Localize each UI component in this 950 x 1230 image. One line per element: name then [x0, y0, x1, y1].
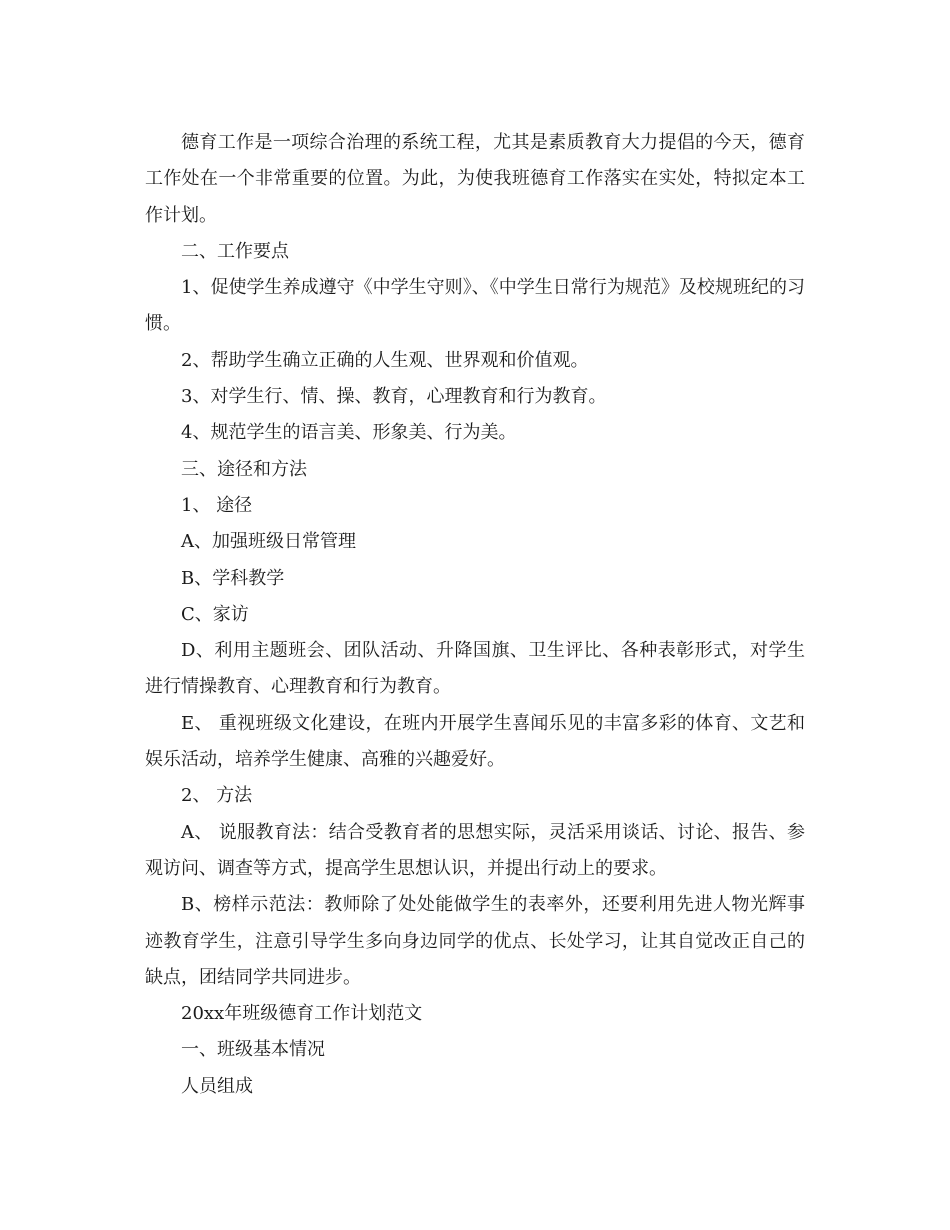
paragraph: 1、促使学生养成遵守《中学生守则》、《中学生日常行为规范》及校规班纪的习惯。 — [145, 277, 805, 335]
document-title: 20xx年班级德育工作计划范文 — [181, 1003, 423, 1025]
paragraph: 德育工作是一项综合治理的系统工程，尤其是素质教育大力提倡的今天，德育工作处在一个非常重要的位置。为此，为使我班德育工作落实在实处，特拟定本工作计划。 — [145, 132, 805, 226]
paragraph: 2、帮助学生确立正确的人生观、世界观和价值观。 — [181, 349, 589, 371]
subsection-heading: 1、 途径 — [181, 494, 253, 516]
paragraph: 3、对学生行、情、操、教育，心理教育和行为教育。 — [181, 386, 607, 408]
list-item: E、 重视班级文化建设，在班内开展学生喜闻乐见的丰富多彩的体育、文艺和娱乐活动，培养学生健康、高雅的兴趣爱好。 — [145, 712, 805, 771]
list-item: B、学科教学 — [181, 567, 285, 589]
subsection-heading: 2、 方法 — [181, 785, 253, 807]
list-item: D、利用主题班会、团队活动、升降国旗、卫生评比、各种表彰形式，对学生进行情操教育、心理教育和行为教育。 — [145, 640, 805, 698]
document-body — [145, 125, 805, 1105]
paragraph: 4、规范学生的语言美、形象美、行为美。 — [181, 422, 517, 444]
list-item: C、家访 — [181, 603, 249, 625]
list-item: B、榜样示范法：教师除了处处能做学生的表率外，还要利用先进人物光辉事迹教育学生，注意引导学生多向身边同学的优点、长处学习，让其自觉改正自己的缺点，团结同学共同进步。 — [145, 894, 805, 988]
section-heading: 一、班级基本情况 — [181, 1039, 325, 1061]
section-heading: 二、工作要点 — [181, 240, 289, 262]
list-item: A、 说服教育法：结合受教育者的思想实际，灵活采用谈话、讨论、报告、参观访问、调查等方式，提高学生思想认识，并提出行动上的要求。 — [145, 821, 805, 879]
subsection-heading: 人员组成 — [181, 1075, 253, 1097]
list-item: A、加强班级日常管理 — [181, 531, 356, 553]
section-heading: 三、途径和方法 — [181, 458, 307, 480]
